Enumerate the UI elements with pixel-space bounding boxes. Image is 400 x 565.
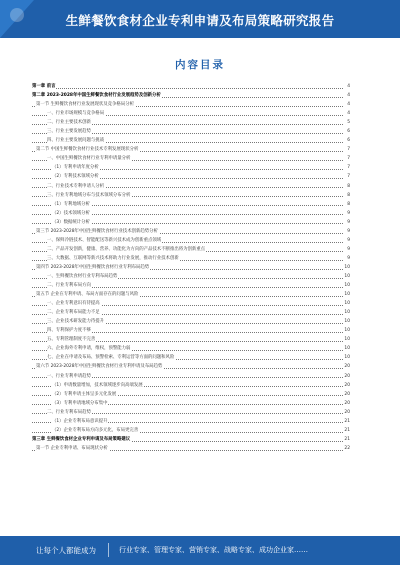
toc-entry-title: 二、行业主要技术创新 xyxy=(47,120,91,126)
toc-entry[interactable] xyxy=(32,390,350,399)
toc-entry-title: 第二节 中国生鲜餐饮食材行业技术专利发展现状分析 xyxy=(36,147,139,153)
toc-entry-title: 四、专利保护力度不够 xyxy=(47,328,91,334)
toc-entry-page: 9 xyxy=(346,227,350,236)
toc-entry-title: （1）申请数量增加，技术领域逐步向高端发展 xyxy=(52,382,143,388)
toc-entry[interactable] xyxy=(32,127,350,136)
toc-entry-page: 9 xyxy=(346,254,350,263)
toc-entry[interactable] xyxy=(32,136,350,145)
toc-entry-title: 三、企业技术研发能力待提升 xyxy=(47,319,105,325)
toc-entry-title: 二、行业专利布局趋势 xyxy=(47,409,91,415)
toc-entry-page: 7 xyxy=(346,145,350,154)
toc-entry[interactable] xyxy=(32,326,350,335)
toc-entry-page: 10 xyxy=(343,263,350,272)
toc-entry[interactable] xyxy=(32,281,350,290)
toc-entry[interactable] xyxy=(32,236,350,245)
toc-entry[interactable] xyxy=(32,227,350,236)
toc-entry-title: （1）企业专利布局意识提升 xyxy=(52,418,108,424)
toc-entry-page: 7 xyxy=(346,154,350,163)
toc-entry-page: 4 xyxy=(346,100,350,109)
toc-entry-title: 二、企业专利布局能力不足 xyxy=(47,310,100,316)
toc-entry-page: 22 xyxy=(343,444,350,453)
toc-entry[interactable] xyxy=(32,118,350,127)
toc-entry[interactable] xyxy=(32,200,350,209)
toc-entry-title: 一、企业专利意识有待提高 xyxy=(47,301,100,307)
toc-entry-title: 三、行业主要发展趋势 xyxy=(47,129,91,135)
toc-entry-title: 第三章 生鲜餐饮食材企业专利申请及布局策略建议 xyxy=(32,436,131,442)
toc-entry-page: 8 xyxy=(346,200,350,209)
toc-entry-title: （3）专利申请地域分布集中 xyxy=(52,400,108,406)
toc-entry[interactable] xyxy=(32,272,350,281)
toc-entry-page: 20 xyxy=(343,362,350,371)
toc-entry[interactable] xyxy=(32,399,350,408)
toc-dot-leader xyxy=(32,88,343,89)
toc-entry-page: 10 xyxy=(343,326,350,335)
toc-entry-title: 第一章 前言 xyxy=(32,84,56,89)
toc-entry-title: 第四节 2023-2028年中国生鲜餐饮食材行业专利布局趋势 xyxy=(36,264,150,270)
toc-entry-title: 第五节 企业在专利申请、布局方面存在的问题与风险 xyxy=(36,292,139,298)
toc-entry-page: 8 xyxy=(346,191,350,200)
toc-entry-title: 六、企业海外专利申请，维权，预警能力弱 xyxy=(47,346,131,352)
toc-entry-title: （3）数据统计分析 xyxy=(52,219,90,225)
toc-entry[interactable] xyxy=(32,344,350,353)
toc-entry[interactable] xyxy=(32,91,350,100)
toc-entry-page: 4 xyxy=(346,82,350,91)
toc-entry-page: 7 xyxy=(346,172,350,181)
toc-entry-title: 五、专利管理制度不完善 xyxy=(47,337,96,343)
toc-entry-title: （2）专利技术领域分析 xyxy=(52,174,99,180)
toc-entry-page: 20 xyxy=(343,390,350,399)
toc-entry-page: 10 xyxy=(343,344,350,353)
report-footer xyxy=(0,536,400,565)
toc-entry[interactable] xyxy=(32,154,350,163)
toc-entry-page: 20 xyxy=(343,408,350,417)
toc-entry-title: （2）技术领域分析 xyxy=(52,210,90,216)
toc-entry-page: 10 xyxy=(343,299,350,308)
toc-entry[interactable] xyxy=(32,191,350,200)
toc-entry-page: 21 xyxy=(343,426,350,435)
toc-entry-title: （2）企业专利布局方向多元化，布局更完善 xyxy=(52,427,139,433)
toc-entry-title: 二、行业技术专利申请人分析 xyxy=(47,183,105,189)
toc-entry-page: 8 xyxy=(346,182,350,191)
toc-entry-title: （1）专利申请年度分析 xyxy=(52,165,99,171)
toc-entry-page: 9 xyxy=(346,209,350,218)
toc-entry-title: （2）专利申请主体呈多元化发展 xyxy=(52,391,117,397)
toc-entry-title: 第三节 2023-2028年中国生鲜餐饮食材行业技术创新趋势分析 xyxy=(36,228,158,234)
report-header xyxy=(0,0,400,38)
toc-entry-title: 一、保鲜冷链技术、智能配送等新兴技术成为创新重点领域 xyxy=(47,237,162,243)
toc-entry[interactable] xyxy=(32,335,350,344)
toc-entry-page: 10 xyxy=(343,335,350,344)
toc-entry-title: 第六节 2023-2028年中国生鲜餐饮食材行业专利申请及布局趋势 xyxy=(36,364,163,370)
toc-entry[interactable] xyxy=(32,209,350,218)
toc-entry-page: 20 xyxy=(343,381,350,390)
toc-entry[interactable] xyxy=(32,109,350,118)
toc-entry-title: 三、大数据、互联网等新兴技术将助力行业发展，推动行业技术创新 xyxy=(47,255,179,261)
toc-entry-title: 一、行业市场规模与竞争格局 xyxy=(47,111,105,117)
toc-entry[interactable] xyxy=(32,417,350,426)
toc-entry[interactable] xyxy=(32,290,350,299)
toc-entry[interactable] xyxy=(32,245,350,254)
toc-entry-page: 9 xyxy=(346,218,350,227)
toc-entry-title: 四、行业主要发展问题与挑战 xyxy=(47,138,105,144)
toc-entry-page: 10 xyxy=(343,272,350,281)
toc-entry-page: 4 xyxy=(346,91,350,100)
toc-entry-page: 10 xyxy=(343,281,350,290)
toc-entry-title: （1）专利地域分析 xyxy=(52,201,90,207)
toc-entry-page: 20 xyxy=(343,372,350,381)
toc-entry-page: 21 xyxy=(343,435,350,444)
toc-entry-title: 一、生鲜餐饮食材行业专利布局趋势 xyxy=(47,273,118,279)
toc-entry[interactable] xyxy=(32,308,350,317)
toc-entry-title: 二、产品开发创新，健康、营养、功能化为方向的产品技术不断推出将为创新重点 xyxy=(47,246,206,252)
toc-entry-page: 7 xyxy=(346,163,350,172)
toc-entry-page: 10 xyxy=(343,308,350,317)
toc-entry[interactable] xyxy=(32,145,350,154)
toc-entry-title: 一、中国生鲜餐饮食材行业专利申请量分析 xyxy=(47,156,131,162)
toc-entry-page: 4 xyxy=(346,109,350,118)
toc-entry[interactable] xyxy=(32,426,350,435)
toc-entry[interactable] xyxy=(32,263,350,272)
toc-entry[interactable] xyxy=(32,82,350,91)
toc-heading: 内容目录 xyxy=(175,59,225,71)
report-title: 生鲜餐饮食材企业专利申请及布局策略研究报告 xyxy=(65,13,335,28)
footer-slogan-list: 行业专家、管理专家、营销专家、战略专家、成功企业家…… xyxy=(119,546,308,554)
toc-entry[interactable] xyxy=(32,408,350,417)
toc-entry[interactable] xyxy=(32,172,350,181)
toc-entry-page: 10 xyxy=(343,290,350,299)
toc-entry-title: 第二章 2023-2028年中国生鲜餐饮食材行业发展趋势及创新分析 xyxy=(32,93,161,99)
toc-entry[interactable] xyxy=(32,182,350,191)
toc-entry-title: 二、行业专利布局方向 xyxy=(47,283,91,289)
toc-entry-page: 9 xyxy=(346,245,350,254)
table-of-contents xyxy=(32,82,350,453)
toc-entry-page: 6 xyxy=(346,136,350,145)
toc-entry-title: 七、企业在申请及布局、预警检索、专利运营等方面的问题和风险 xyxy=(47,355,175,361)
toc-entry-page: 10 xyxy=(343,317,350,326)
toc-entry[interactable] xyxy=(32,100,350,109)
toc-entry[interactable] xyxy=(32,381,350,390)
toc-entry-title: 一、行业专利申请趋势 xyxy=(47,373,91,379)
toc-entry[interactable] xyxy=(32,362,350,371)
toc-entry[interactable] xyxy=(32,299,350,308)
toc-entry[interactable] xyxy=(32,254,350,263)
toc-entry[interactable] xyxy=(32,435,350,444)
toc-entry[interactable] xyxy=(32,372,350,381)
toc-entry-page: 21 xyxy=(343,417,350,426)
toc-entry-title: 第一节 生鲜餐饮食材行业发展现状及竞争格局分析 xyxy=(36,102,134,108)
toc-entry-page: 6 xyxy=(346,127,350,136)
toc-entry[interactable] xyxy=(32,317,350,326)
footer-slogan-lead: 让每个人都能成为 xyxy=(36,546,96,555)
toc-entry[interactable] xyxy=(32,163,350,172)
footer-divider xyxy=(108,543,109,557)
toc-entry-title: 第一节 企业专利申请、布局现状分析 xyxy=(36,445,108,451)
toc-entry[interactable] xyxy=(32,218,350,227)
toc-entry[interactable] xyxy=(32,353,350,362)
toc-entry-page: 5 xyxy=(346,118,350,127)
toc-entry-page: 20 xyxy=(343,399,350,408)
toc-entry[interactable] xyxy=(32,444,350,453)
toc-entry-page: 10 xyxy=(343,353,350,362)
toc-entry-page: 9 xyxy=(346,236,350,245)
toc-entry-title: 三、行业专利地域分布与技术领域分布分析 xyxy=(47,192,131,198)
